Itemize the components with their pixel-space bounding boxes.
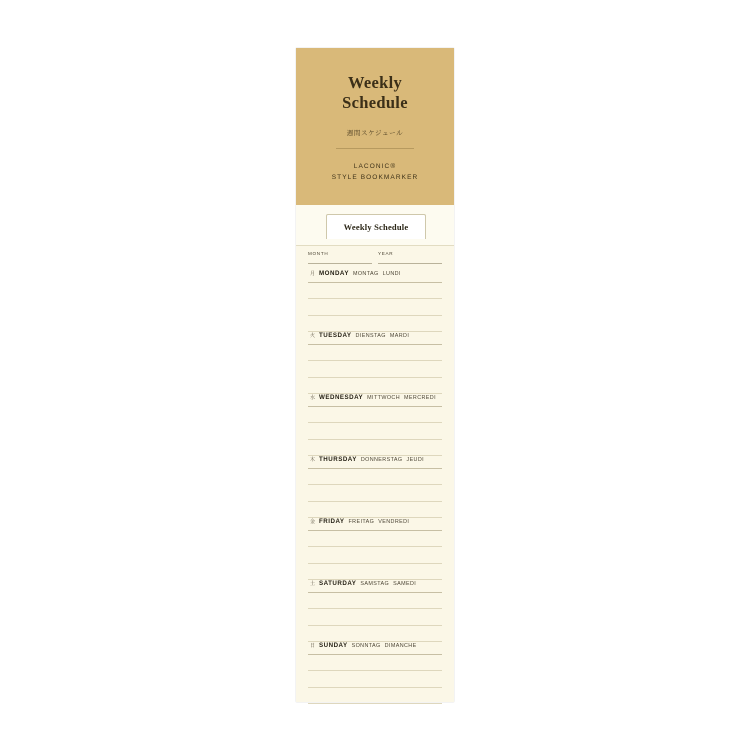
product-title xyxy=(296,73,454,113)
brand-product-type: STYLE BOOKMARKER xyxy=(331,174,419,181)
tab-weekly-schedule xyxy=(326,214,426,239)
rule-line xyxy=(308,360,442,361)
day-heading xyxy=(308,518,442,529)
day-heading xyxy=(308,642,442,653)
rule-line xyxy=(308,530,442,531)
day-label-english: THURSDAY xyxy=(319,456,357,463)
rule-line xyxy=(308,592,442,593)
rule-line xyxy=(308,625,442,626)
day-label-german: DIENSTAG xyxy=(355,333,386,339)
day-label-japanese: 日 xyxy=(310,643,316,649)
header-band xyxy=(296,48,454,205)
product-title-line1: Weekly xyxy=(347,73,403,92)
rule-line xyxy=(308,670,442,671)
weekly-schedule-bookmarker xyxy=(296,48,454,702)
day-label-japanese: 月 xyxy=(310,271,316,277)
rule-line xyxy=(308,468,442,469)
rule-line xyxy=(308,422,442,423)
header-divider xyxy=(336,148,414,149)
day-label-german: SONNTAG xyxy=(351,643,381,649)
day-label-japanese: 水 xyxy=(310,395,316,401)
day-label-german: MITTWOCH xyxy=(367,395,401,401)
tab-label: Weekly Schedule xyxy=(343,222,409,232)
day-heading xyxy=(308,580,442,591)
product-subtitle-japanese: 週間スケジュール xyxy=(346,130,404,137)
rule-line xyxy=(308,608,442,609)
day-label-german: SAMSTAG xyxy=(360,581,390,587)
day-block xyxy=(308,332,442,394)
month-label: MONTH xyxy=(308,251,329,256)
day-label-japanese: 火 xyxy=(310,333,316,339)
day-label-french: MARDI xyxy=(389,333,410,339)
day-block xyxy=(308,642,442,704)
day-block xyxy=(308,394,442,456)
day-block xyxy=(308,518,442,580)
year-label: YEAR xyxy=(378,251,394,256)
rule-line xyxy=(308,298,442,299)
rule-line xyxy=(308,406,442,407)
day-label-english: WEDNESDAY xyxy=(319,394,364,401)
day-label-japanese: 土 xyxy=(310,581,316,587)
rule-line xyxy=(308,484,442,485)
day-label-french: MERCREDI xyxy=(404,395,436,401)
day-label-german: FREITAG xyxy=(348,519,375,525)
year-field xyxy=(378,251,442,264)
rule-line xyxy=(308,344,442,345)
day-label-english: SUNDAY xyxy=(319,642,348,649)
rule-line xyxy=(308,703,442,704)
day-label-french: SAMEDI xyxy=(393,581,417,587)
day-label-english: TUESDAY xyxy=(319,332,352,339)
day-label-english: SATURDAY xyxy=(319,580,357,587)
rule-line xyxy=(308,282,442,283)
tab-area xyxy=(296,205,454,246)
day-label-french: VENDREDI xyxy=(378,519,410,525)
day-heading xyxy=(308,270,442,281)
day-heading xyxy=(308,394,442,405)
rule-line xyxy=(308,501,442,502)
rule-line xyxy=(308,563,442,564)
day-block xyxy=(308,456,442,518)
day-label-japanese: 木 xyxy=(310,457,316,463)
day-label-french: LUNDI xyxy=(382,271,401,277)
day-block xyxy=(308,270,442,332)
rule-line xyxy=(308,687,442,688)
rule-line xyxy=(308,546,442,547)
rule-line xyxy=(308,377,442,378)
day-label-german: DONNERSTAG xyxy=(360,457,403,463)
rule-line xyxy=(308,315,442,316)
day-label-english: MONDAY xyxy=(319,270,349,277)
day-label-german: MONTAG xyxy=(352,271,379,277)
brand-block xyxy=(296,161,454,183)
day-heading xyxy=(308,332,442,343)
rule-line xyxy=(308,439,442,440)
day-label-french: DIMANCHE xyxy=(384,643,417,649)
day-block xyxy=(308,580,442,642)
month-year-row xyxy=(308,250,442,264)
day-label-french: JEUDI xyxy=(406,457,425,463)
day-label-english: FRIDAY xyxy=(319,518,345,525)
product-title-line2: Schedule xyxy=(342,93,408,112)
day-label-japanese: 金 xyxy=(310,519,316,525)
day-block-list xyxy=(308,270,442,704)
month-field xyxy=(308,251,372,264)
rule-line xyxy=(308,654,442,655)
brand-name: LACONIC® xyxy=(353,163,397,170)
day-heading xyxy=(308,456,442,467)
